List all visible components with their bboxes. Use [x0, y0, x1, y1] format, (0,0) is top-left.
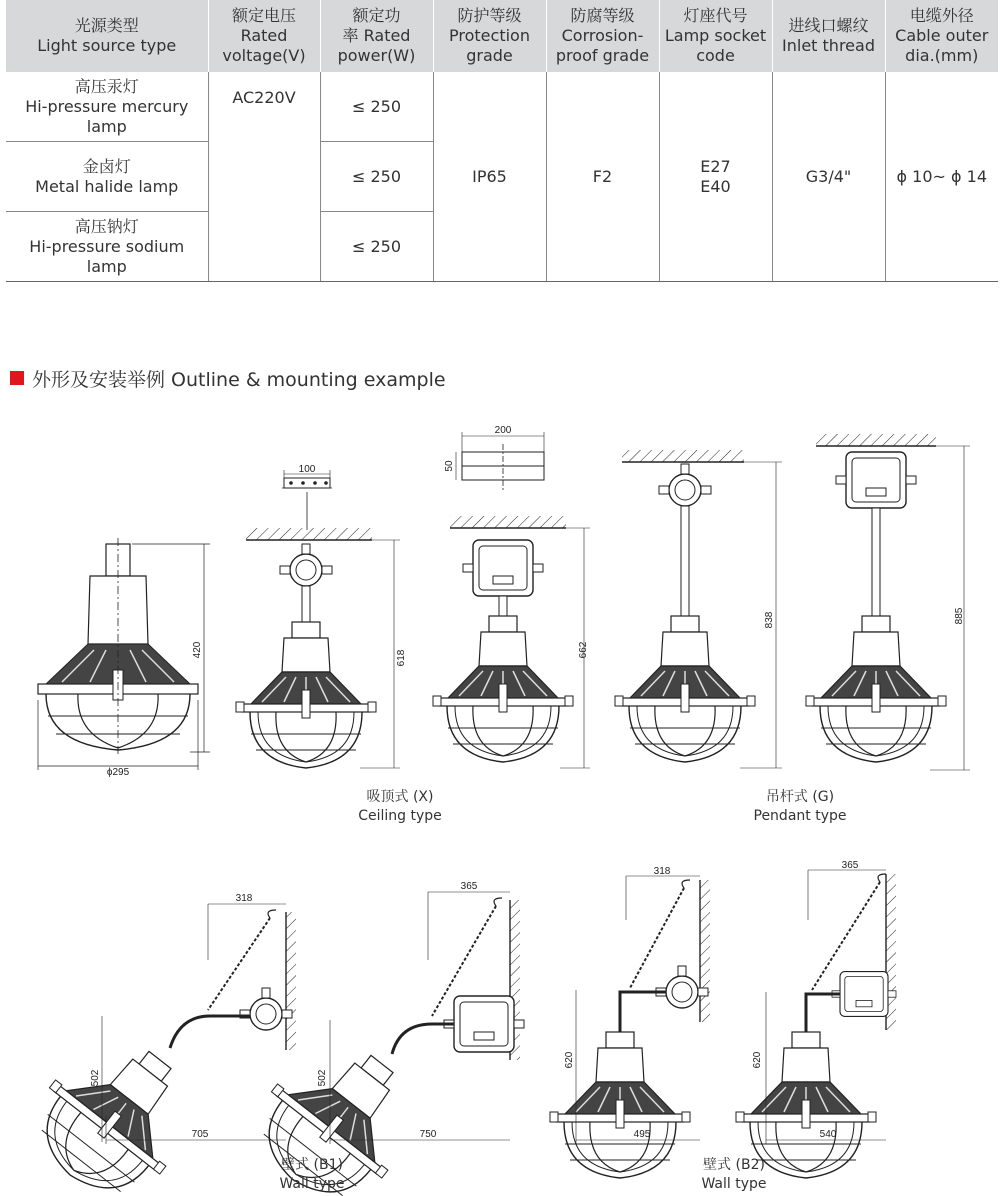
header-cable-dia: 电缆外径 Cable outer dia.(mm): [885, 0, 998, 72]
dim-b2a-top: 318: [653, 866, 671, 877]
dim-b2b-height: 620: [752, 1051, 763, 1069]
caption-wall-b2: [654, 1156, 814, 1194]
dim-base-diameter: ϕ295: [106, 767, 130, 778]
drawing-wall-b2b: [736, 870, 896, 1178]
caption-wall-b2-en: Wall type: [701, 1176, 767, 1192]
dim-x2-plate: 50: [444, 460, 455, 472]
dim-b1a-top: 318: [235, 893, 253, 904]
light-source-cell: 金卤灯 Metal halide lamp: [6, 142, 208, 212]
caption-ceiling-zh: 吸顶式 (X): [366, 789, 434, 805]
header-inlet-thread: 进线口螺纹 Inlet thread: [772, 0, 885, 72]
power-cell: ≤ 250: [320, 142, 433, 212]
red-square-icon: [10, 371, 24, 385]
dim-x1-height: 618: [396, 649, 407, 667]
caption-pendant-zh: 吊杆式 (G): [765, 789, 835, 805]
dim-g1-height: 838: [764, 611, 775, 629]
drawing-pendant-g1: [615, 450, 782, 768]
dim-b1b-height: 502: [317, 1069, 328, 1087]
dim-x1-width: 100: [298, 464, 316, 475]
header-corrosion-grade: 防腐等级 Corrosion- proof grade: [546, 0, 659, 72]
protection-cell: IP65: [433, 72, 546, 282]
dim-x2-width: 200: [494, 425, 512, 436]
caption-pendant-en: Pendant type: [753, 808, 847, 824]
caption-wall-b2-zh: 壁式 (B2): [703, 1157, 765, 1173]
dim-b1b-width: 750: [419, 1129, 437, 1140]
voltage-cell: AC220V: [208, 72, 320, 282]
section-title: 外形及安装举例 Outline & mounting example: [32, 368, 446, 391]
dim-b2a-width: 495: [633, 1129, 651, 1140]
dim-x2-height: 662: [578, 641, 589, 659]
thread-cell: G3/4": [772, 72, 885, 282]
header-protection-grade: 防护等级 Protection grade: [433, 0, 546, 72]
dim-b2b-top: 365: [841, 860, 859, 871]
power-cell: ≤ 250: [320, 72, 433, 142]
caption-pendant: [720, 788, 880, 826]
drawing-ceiling-x2: [433, 432, 590, 768]
dim-b2a-height: 620: [564, 1051, 575, 1069]
dim-base-height: 420: [192, 641, 203, 659]
header-rated-voltage: 额定电压 Rated voltage(V): [208, 0, 320, 72]
cable-cell: ϕ 10~ ϕ 14: [885, 72, 998, 282]
corrosion-cell: F2: [546, 72, 659, 282]
section-heading: [10, 367, 446, 389]
table-header-row: [6, 0, 998, 72]
drawing-wall-b2a: [550, 876, 710, 1178]
light-source-cell: 高压钠灯 Hi-pressure sodium lamp: [6, 212, 208, 282]
dim-b1a-width: 705: [191, 1129, 209, 1140]
drawing-wall-b1b: [237, 892, 524, 1196]
caption-ceiling-en: Ceiling type: [358, 808, 442, 824]
table-row: [6, 72, 998, 142]
spec-table: [6, 0, 998, 282]
dim-b2b-width: 540: [819, 1129, 837, 1140]
dim-b1a-height: 502: [90, 1069, 101, 1087]
socket-cell: E27 E40: [659, 72, 772, 282]
drawing-wall-b1a: [15, 904, 296, 1196]
caption-wall-b1-en: Wall type: [279, 1176, 345, 1192]
light-source-cell: 高压汞灯 Hi-pressure mercury lamp: [6, 72, 208, 142]
power-cell: ≤ 250: [320, 212, 433, 282]
drawing-pendant-g2: [806, 434, 970, 770]
drawing-basic-lamp: [38, 538, 210, 770]
header-lamp-socket: 灯座代号 Lamp socket code: [659, 0, 772, 72]
dim-g2-height: 885: [954, 607, 965, 625]
dim-b1b-top: 365: [460, 881, 478, 892]
header-light-source: 光源类型 Light source type: [6, 0, 208, 72]
header-rated-power: 额定功 率 Rated power(W): [320, 0, 433, 72]
caption-ceiling: [320, 788, 480, 826]
drawing-ceiling-x1: [236, 470, 400, 768]
caption-wall-b1: [232, 1156, 392, 1194]
caption-wall-b1-zh: 壁式 (B1): [281, 1157, 343, 1173]
